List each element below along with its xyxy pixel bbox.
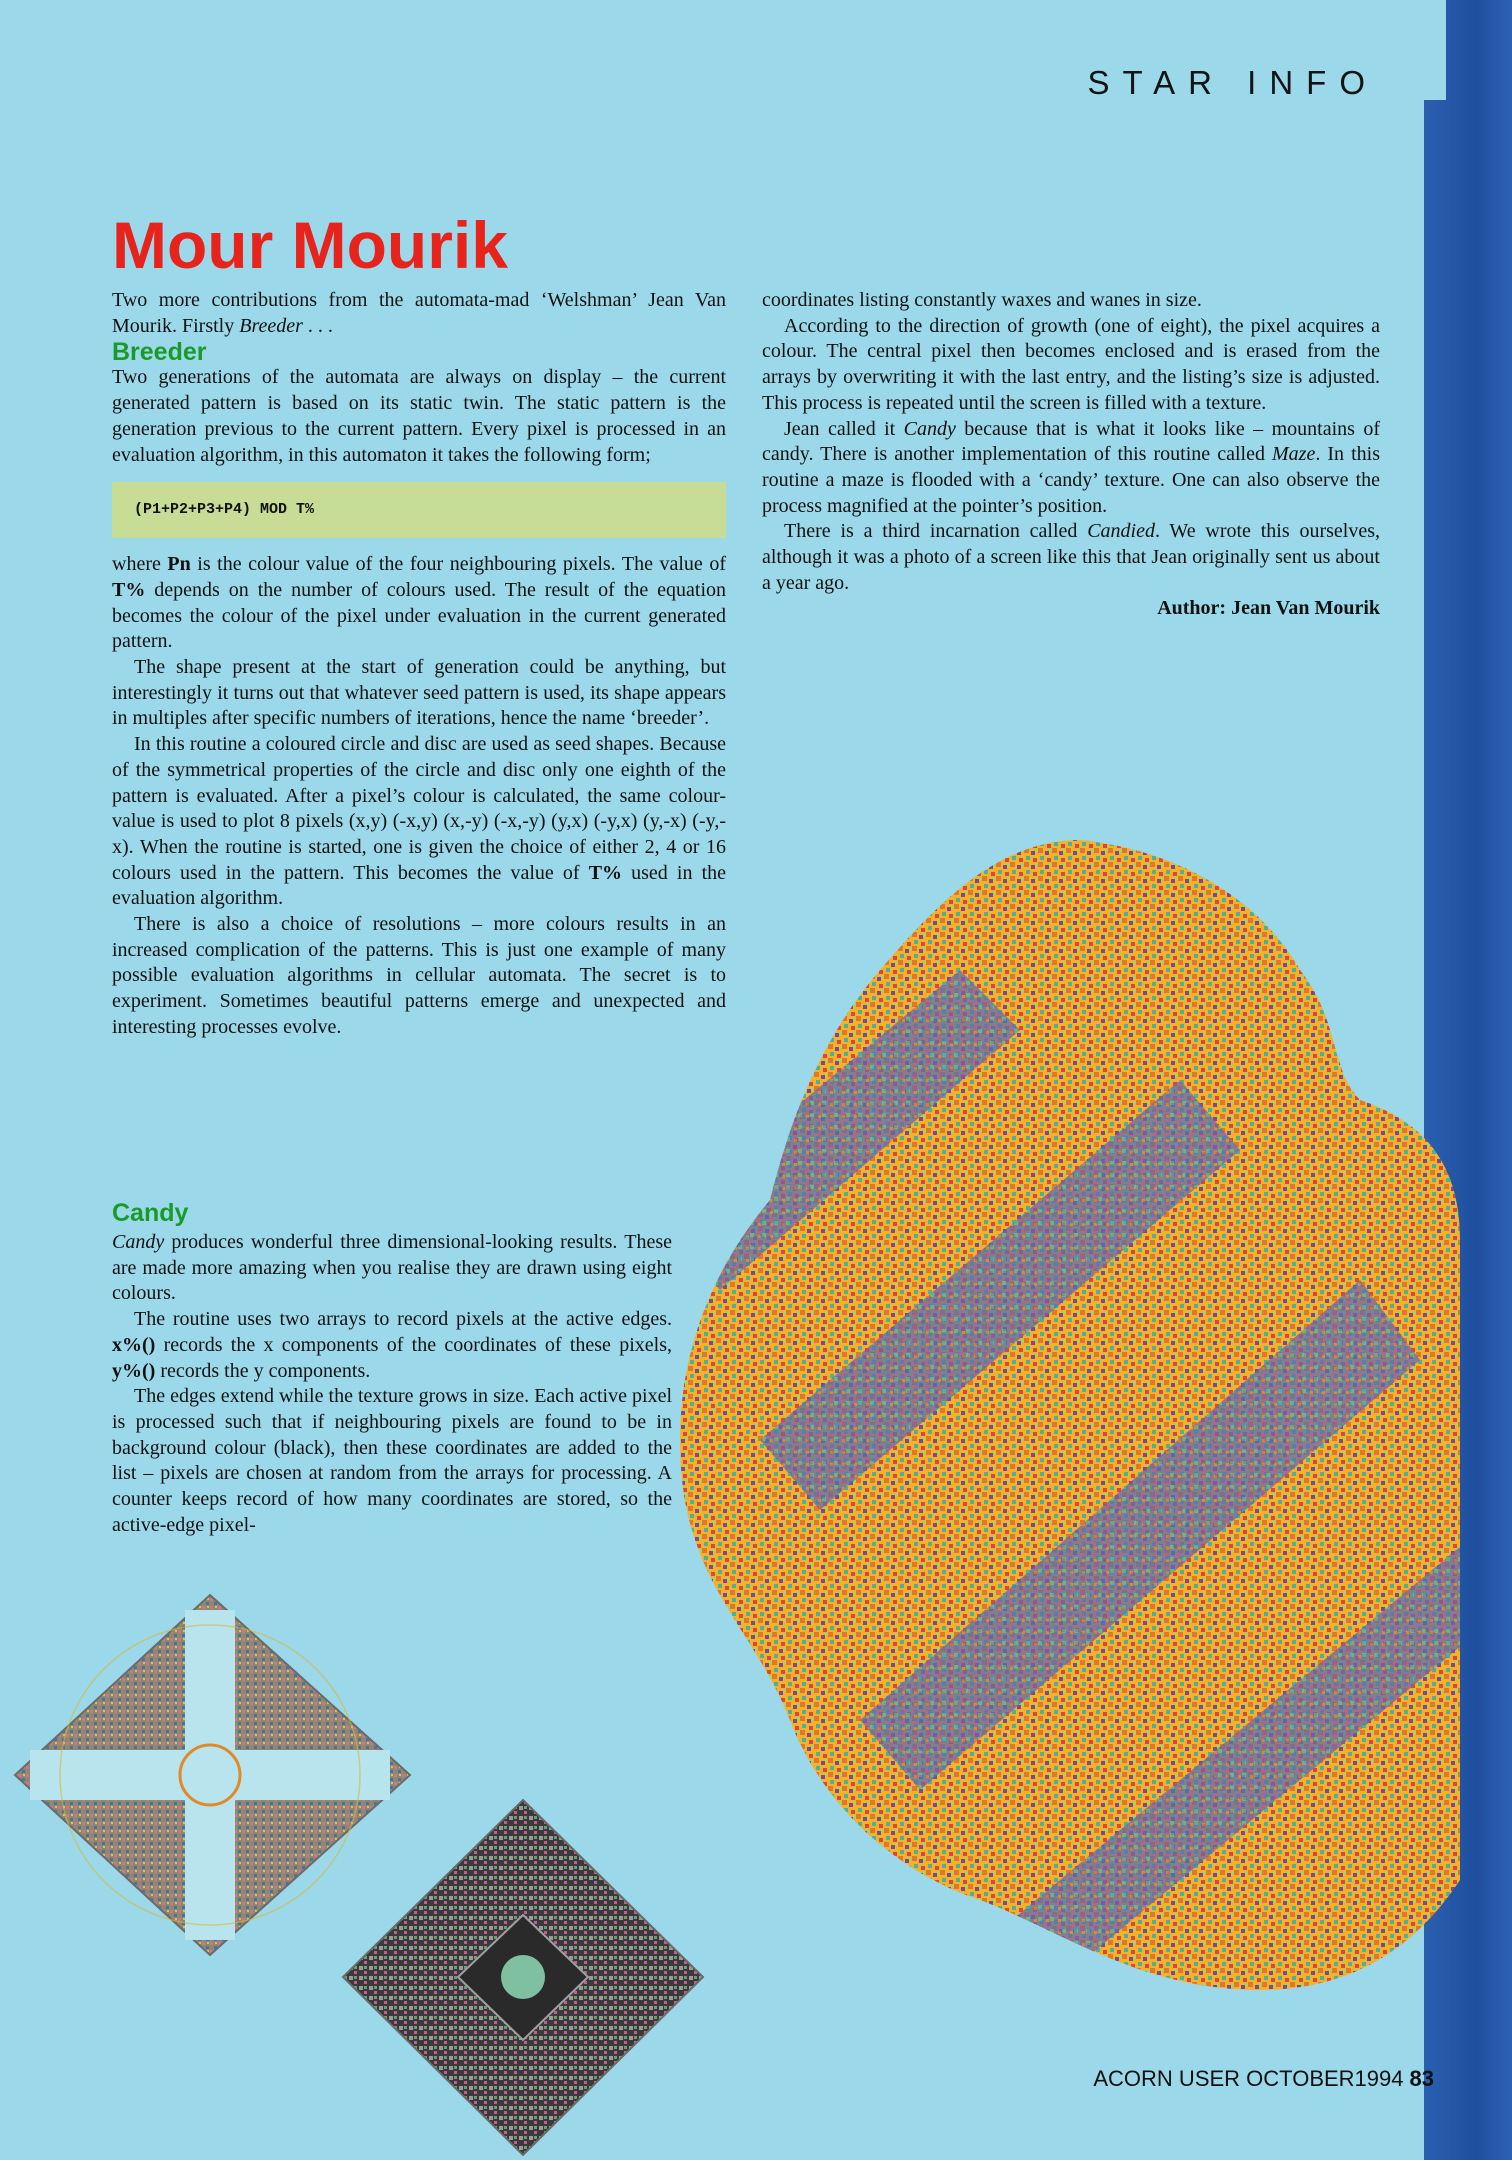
candy-paragraph-3-cont: coordinates listing constantly waxes and wanes in size. bbox=[762, 289, 1202, 311]
magazine-issue: ACORN USER OCTOBER1994 bbox=[1093, 2066, 1404, 2091]
breeder-paragraph-3: The shape present at the start of generation could be anything, but interestingly it turns out that whatever seed pattern is used, its shape appears in multiples after specific numbers of iterations, hence the name ‘breeder’. bbox=[112, 656, 726, 730]
breeder-pattern-disc-image bbox=[338, 1795, 708, 2160]
article-title: Mour Mourik bbox=[112, 208, 508, 282]
candy-paragraph-4: According to the direction of growth (one of eight), the pixel acquires a colour. The central pixel then becomes enclosed and is erased from the arrays by overwriting it with the last entry, and the listing’s size is adjusted. This process is repeated until the screen is filled with a texture. bbox=[762, 314, 1380, 414]
breeder-heading: Breeder bbox=[112, 338, 207, 367]
page-number: 83 bbox=[1409, 2066, 1434, 2091]
code-box: (P1+P2+P3+P4) MOD T% bbox=[112, 482, 726, 538]
candy-texture-image bbox=[660, 820, 1468, 2000]
candy-column bbox=[112, 1200, 672, 1538]
candy-paragraph-1: Candy produces wonderful three dimensional-looking results. These are made more amazing when you realise they are drawn using eight colours. bbox=[112, 1231, 672, 1305]
author-credit: Author: Jean Van Mourik bbox=[1157, 597, 1380, 620]
candy-paragraph-5: Jean called it Candy because that is what it looks like – mountains of candy. There is another implementation of this routine called Maze. In this routine a maze is flooded with a ‘candy’ texture. One can also observe the process magnified at the pointer’s position. bbox=[762, 417, 1380, 517]
candy-heading: Candy bbox=[112, 1199, 189, 1227]
candy-paragraph-2: The routine uses two arrays to record pixels at the active edges. x%() records the x components of the coordinates of these pixels, y%() records the y components. bbox=[112, 1308, 672, 1382]
left-column bbox=[112, 288, 726, 1041]
intro-paragraph: Two more contributions from the automata-mad ‘Welshman’ Jean Van Mourik. Firstly Breeder . . . bbox=[112, 289, 726, 337]
page-footer bbox=[1093, 2066, 1434, 2092]
right-column bbox=[762, 288, 1380, 622]
breeder-paragraph-5: There is also a choice of resolutions – more colours results in an increased complication of the patterns. This is just one example of many possible evaluation algorithms in cellular automata. The secret is to experiment. Sometimes beautiful patterns emerge and unexpected and interesting processes evolve. bbox=[112, 913, 726, 1038]
candy-paragraph-6: There is a third incarnation called Candied. We wrote this ourselves, although it was a photo of a screen like this that Jean originally sent us about a year ago. bbox=[762, 520, 1380, 594]
section-header: STAR INFO bbox=[1087, 64, 1378, 101]
breeder-paragraph-1: Two generations of the automata are always on display – the current generated pattern is based on its static twin. The static pattern is the generation previous to the current pattern. Every pixel is processed in an evaluation algorithm, in this automaton it takes the following form; bbox=[112, 366, 726, 466]
breeder-paragraph-2: where Pn is the colour value of the four neighbouring pixels. The value of T% depends on the number of colours used. The result of the equation becomes the colour of the pixel under evaluation in the current generated pattern. bbox=[112, 553, 727, 653]
breeder-paragraph-4: In this routine a coloured circle and disc are used as seed shapes. Because of the symmetrical properties of the circle and disc only one eighth of the pattern is evaluated. After a pixel’s colour is calculated, the same colour-value is used to plot 8 pixels (x,y) (-x,y) (x,-y) (-x,-y) (y,x) (-y,x) (y,-x) (-y,-x). When the routine is started, one is given the choice of either 2, 4 or 16 colours used in the pattern. This becomes the value of T% used in the evaluation algorithm. bbox=[112, 733, 726, 910]
candy-paragraph-3: The edges extend while the texture grows in size. Each active pixel is processed such that if neighbouring pixels are found to be in background colour (black), then these coordinates are added to the list – pixels are chosen at random from the arrays for processing. A counter keeps record of how many coordinates are stored, so the active-edge pixel- bbox=[112, 1385, 672, 1536]
